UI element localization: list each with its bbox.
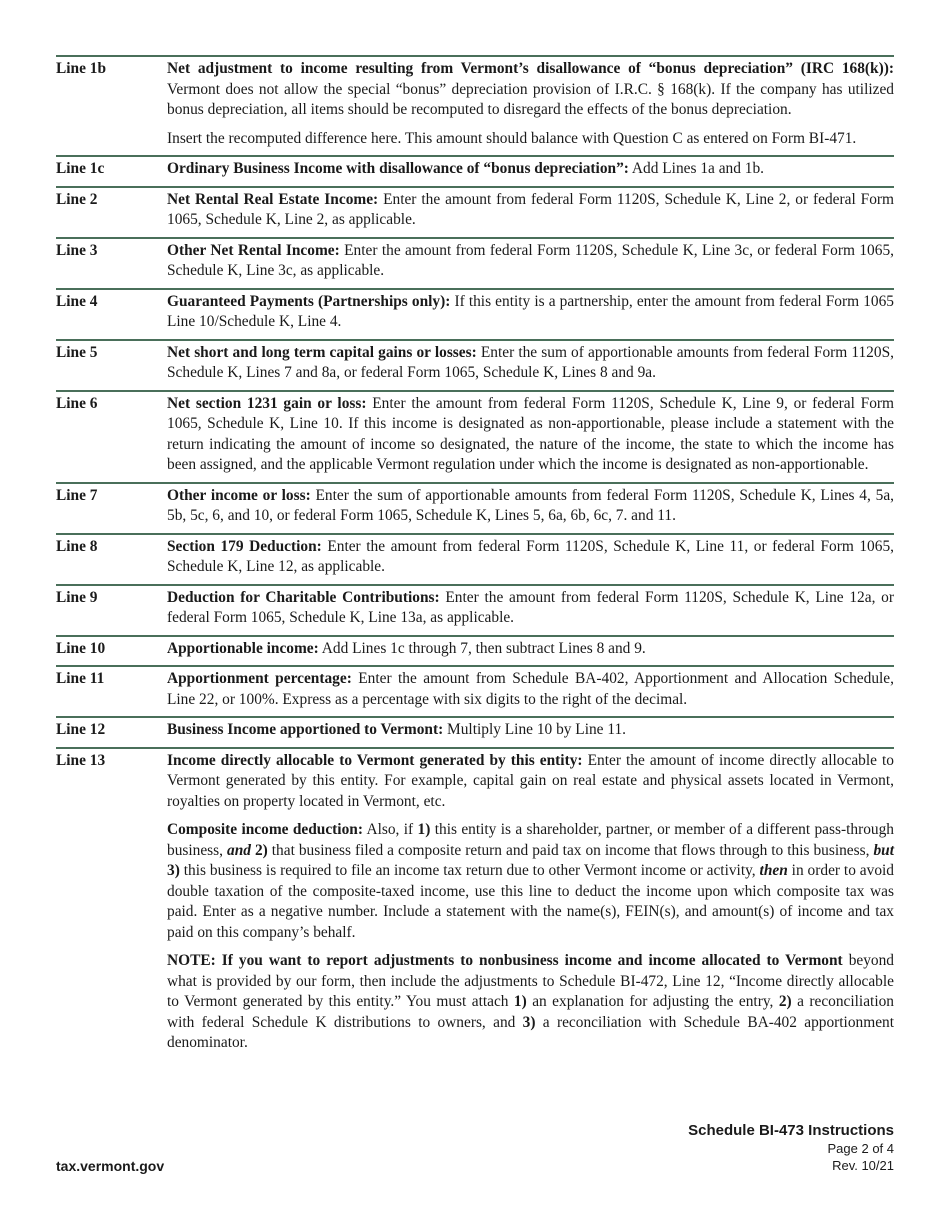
line-description <box>167 639 894 662</box>
body-text: Enter the amount from federal Form 1120S, Schedule K, Line 9, or federal Form 1065, Schedule K, Line 10. If this income is designated as non-apportionable, please include a statement with the return indicating the amount of income so designated, the nature of the income, the state to which the income has been assigned, and the applicable Vermont regulation under which the income is designated as non-apportionable. <box>167 394 894 473</box>
instruction-paragraph <box>167 190 894 231</box>
line-label: Line 2 <box>56 190 98 208</box>
body-text: a reconciliation with federal Schedule K distributions to owners, and <box>167 993 894 1031</box>
emphasis-text: Net adjustment to income resulting from Vermont’s disallowance of “bonus depreciation” (IRC 168(k)): <box>167 60 894 77</box>
instruction-paragraph <box>167 241 894 282</box>
instruction-row <box>56 533 894 584</box>
body-text: Insert the recomputed difference here. This amount should balance with Question C as entered on Form BI-471. <box>167 129 857 147</box>
emphasis-text: NOTE: If you want to report adjustments to nonbusiness income and income allocated to Vermont <box>167 952 843 969</box>
emphasis-text: Other Net Rental Income: <box>167 241 340 259</box>
body-text: Enter the amount from federal Form 1120S, Schedule K, Line 11, or federal Form 1065, Schedule K, Line 12, as applicable. <box>167 537 894 575</box>
instruction-row <box>56 55 894 155</box>
body-text: Also, if <box>362 821 418 838</box>
instruction-row <box>56 155 894 186</box>
emphasis-text: Ordinary Business Income with disallowance of “bonus depreciation”: <box>167 160 629 177</box>
line-label: Line 1b <box>56 60 107 77</box>
instruction-row <box>56 390 894 482</box>
emphasis-text: and <box>227 841 251 859</box>
line-label: Line 12 <box>56 721 106 738</box>
instruction-list <box>56 55 894 1060</box>
emphasis-text: Income directly allocable to Vermont generated by this entity: <box>167 751 583 769</box>
emphasis-text: 1) <box>513 993 527 1010</box>
line-description <box>167 588 894 631</box>
instruction-paragraph <box>167 720 894 741</box>
emphasis-text: Deduction for Charitable Contributions: <box>167 588 440 606</box>
body-text: Enter the sum of apportionable amounts from federal Form 1120S, Schedule K, Lines 7 and 8a, or federal Form 1065, Schedule K, Lines 8 and 9a. <box>167 343 894 381</box>
instruction-row <box>56 237 894 288</box>
body-text: this business is required to file an income tax return due to other Vermont income or activity, <box>179 862 760 879</box>
body-text: Enter the amount from federal Form 1120S, Schedule K, Line 12a, or federal Form 1065, Schedule K, Line 13a, as applicable. <box>167 588 894 626</box>
emphasis-text: 2) <box>254 841 268 859</box>
instruction-paragraph <box>167 751 894 813</box>
page-number: Page 2 of 4 <box>827 1141 894 1156</box>
instruction-paragraph <box>167 343 894 384</box>
body-text: Vermont does not allow the special “bonus” depreciation provision of I.R.C. § 168(k). If the company has utilized bonus depreciation, all items should be recomputed to disregard the effects of the bonus depreciation. <box>167 80 894 118</box>
body-text: an explanation for adjusting the entry, <box>526 993 779 1010</box>
line-description <box>167 537 894 580</box>
emphasis-text: Other income or loss: <box>167 486 311 504</box>
instruction-paragraph <box>167 537 894 578</box>
body-text: beyond what is provided by our form, then include the adjustments to Schedule BI-472, Line 12, “Income directly allocable to Vermont generated by this entity.” You must attach <box>167 952 894 1010</box>
instruction-paragraph <box>167 129 894 150</box>
line-label: Line 11 <box>56 670 105 687</box>
line-description <box>167 751 894 1056</box>
body-text: Enter the amount from Schedule BA-402, Apportionment and Allocation Schedule, Line 22, or 100%. Express as a percentage with six digits to the right of the decimal. <box>167 670 894 708</box>
line-label: Line 6 <box>56 394 98 412</box>
line-description <box>167 59 894 151</box>
instruction-row <box>56 716 894 747</box>
line-description <box>167 720 894 743</box>
body-text: in order to avoid double taxation of the composite-taxed income, use this line to deduct the income upon which composite tax was paid. Enter as a negative number. Include a statement with the name(s), FEIN(s), and amount(s) of income and tax paid on this company’s behalf. <box>167 862 895 941</box>
line-description <box>167 241 894 284</box>
revision-date: Rev. 10/21 <box>832 1158 894 1173</box>
instruction-paragraph <box>167 820 894 943</box>
instruction-row <box>56 665 894 716</box>
body-text: Enter the amount from federal Form 1120S, Schedule K, Line 2, or federal Form 1065, Schedule K, Line 2, as applicable. <box>167 190 894 228</box>
emphasis-text: Apportionable income: <box>167 639 319 657</box>
instruction-row <box>56 288 894 339</box>
instruction-row <box>56 186 894 237</box>
line-description <box>167 190 894 233</box>
instruction-row <box>56 584 894 635</box>
emphasis-text: Net Rental Real Estate Income: <box>167 190 379 208</box>
body-text: Enter the amount from federal Form 1120S, Schedule K, Line 3c, or federal Form 1065, Schedule K, Line 3c, as applicable. <box>167 241 894 279</box>
emphasis-text: 3) <box>522 1013 536 1031</box>
instruction-row <box>56 482 894 533</box>
body-text: If this entity is a partnership, enter the amount from federal Form 1065 Line 10/Schedule K, Line 4. <box>167 292 894 330</box>
line-label: Line 4 <box>56 292 98 310</box>
body-text: Multiply Line 10 by Line 11. <box>443 721 627 738</box>
website-label: tax.vermont.gov <box>56 1158 165 1174</box>
instruction-paragraph <box>167 669 894 710</box>
emphasis-text: 3) <box>167 862 180 879</box>
instruction-paragraph <box>167 394 894 476</box>
instruction-paragraph <box>167 159 894 180</box>
instruction-paragraph <box>167 951 894 1054</box>
line-description <box>167 292 894 335</box>
instruction-row <box>56 635 894 666</box>
emphasis-text: Apportionment percentage: <box>167 670 352 687</box>
line-description <box>167 343 894 386</box>
line-description <box>167 486 894 529</box>
line-label: Line 13 <box>56 751 106 769</box>
body-text: that business filed a composite return and paid tax on income that flows through to this business, <box>267 841 874 859</box>
line-description <box>167 394 894 478</box>
body-text: Add Lines 1a and 1b. <box>628 160 764 177</box>
emphasis-text: Guaranteed Payments (Partnerships only): <box>167 292 451 310</box>
line-label: Line 3 <box>56 241 98 259</box>
emphasis-text: then <box>759 862 788 879</box>
page-footer <box>688 1121 894 1174</box>
instruction-row <box>56 747 894 1060</box>
line-label: Line 1c <box>56 160 105 177</box>
line-label: Line 10 <box>56 639 106 657</box>
body-text: this entity is a shareholder, partner, or member of a different pass-through business, <box>167 821 894 859</box>
line-description <box>167 669 894 712</box>
instruction-paragraph <box>167 59 894 121</box>
emphasis-text: 1) <box>417 821 431 838</box>
emphasis-text: Section 179 Deduction: <box>167 537 322 555</box>
line-label: Line 8 <box>56 537 98 555</box>
schedule-title: Schedule BI-473 Instructions <box>688 1122 894 1139</box>
line-description <box>167 159 894 182</box>
emphasis-text: Composite income deduction: <box>167 821 363 838</box>
emphasis-text: Net short and long term capital gains or losses: <box>167 343 477 361</box>
emphasis-text: Business Income apportioned to Vermont: <box>167 721 444 738</box>
line-label: Line 9 <box>56 588 98 606</box>
emphasis-text: but <box>873 841 894 859</box>
body-text: Enter the sum of apportionable amounts from federal Form 1120S, Schedule K, Lines 4, 5a, 5b, 5c, 6, and 10, or federal Form 1065, Schedule K, Lines 5, 6a, 6b, 6c, 7. and 11. <box>167 486 895 524</box>
instruction-paragraph <box>167 292 894 333</box>
line-label: Line 7 <box>56 486 98 504</box>
body-text: Add Lines 1c through 7, then subtract Lines 8 and 9. <box>318 639 646 657</box>
instruction-paragraph <box>167 639 894 660</box>
emphasis-text: 2) <box>778 993 792 1010</box>
body-text: a reconciliation with Schedule BA-402 apportionment denominator. <box>167 1013 894 1051</box>
emphasis-text: Net section 1231 gain or loss: <box>167 394 367 412</box>
body-text: Enter the amount of income directly allocable to Vermont generated by this entity. For example, capital gain on real estate and physical assets located in Vermont, royalties on property located in Vermont, etc. <box>167 751 894 810</box>
instruction-paragraph <box>167 588 894 629</box>
instruction-row <box>56 339 894 390</box>
line-label: Line 5 <box>56 343 98 361</box>
instruction-paragraph <box>167 486 894 527</box>
